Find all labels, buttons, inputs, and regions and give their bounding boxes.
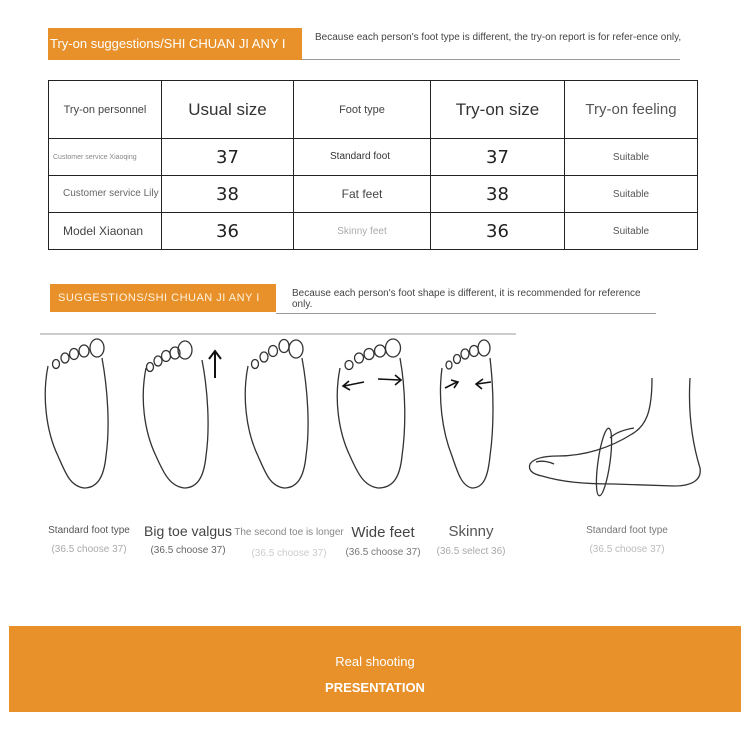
presentation-banner [9, 626, 741, 712]
feeling-cell: Suitable [565, 176, 698, 213]
column-header: Try-on size [431, 81, 565, 139]
table-row [49, 176, 698, 213]
tryon-size-cell: 38 [431, 176, 565, 213]
usual-size-cell: 37 [162, 139, 294, 176]
foot-label: Big toe valgus [144, 523, 232, 539]
foot-label: Standard foot type [48, 525, 130, 536]
table-row [49, 139, 698, 176]
standard-foot-icon [40, 336, 120, 496]
foot-caption [576, 525, 678, 555]
foot-size-choice: (36.5 choose 37) [150, 545, 226, 556]
tryon-size-cell: 37 [431, 139, 565, 176]
table-header-row [49, 81, 698, 139]
divider [302, 59, 680, 60]
section-header-suggestions: SUGGESTIONS/SHI CHUAN JI ANY I [50, 284, 276, 312]
foot-type-cell: Fat feet [294, 176, 431, 213]
long-second-toe-foot-icon [240, 336, 320, 496]
skinny-foot-icon [434, 336, 504, 496]
column-header: Try-on personnel [49, 81, 162, 139]
column-header: Foot type [294, 81, 431, 139]
tryon-table [48, 80, 698, 250]
wide-foot-icon [334, 336, 414, 496]
foot-label: The second toe is longer [234, 527, 344, 538]
usual-size-cell: 38 [162, 176, 294, 213]
personnel-cell: Customer service Lily [49, 176, 162, 213]
bunion-foot-icon [138, 336, 233, 496]
foot-caption [138, 523, 238, 556]
foot-label: Wide feet [351, 524, 415, 541]
foot-label: Skinny [448, 523, 494, 540]
foot-caption [40, 525, 138, 555]
foot-type-cell: Skinny feet [294, 213, 431, 250]
usual-size-cell: 36 [162, 213, 294, 250]
feeling-cell: Suitable [565, 213, 698, 250]
foot-label: Standard foot type [586, 525, 668, 536]
foot-caption [234, 527, 344, 559]
banner-subtitle: Real shooting [335, 654, 415, 669]
feeling-cell: Suitable [565, 139, 698, 176]
side-view-foot-icon [524, 372, 704, 497]
personnel-cell: Model Xiaonan [49, 213, 162, 250]
foot-shape-disclaimer: Because each person's foot shape is different, it is recommended for reference only. [292, 288, 641, 310]
column-header: Usual size [162, 81, 294, 139]
section-header-tryon: Try-on suggestions/SHI CHUAN JI ANY I [48, 28, 302, 60]
divider [276, 313, 656, 314]
foot-caption [430, 523, 512, 557]
table-row [49, 213, 698, 250]
foot-size-choice: (36.5 choose 37) [51, 544, 127, 555]
foot-size-choice: (36.5 choose 37) [345, 547, 421, 558]
tryon-disclaimer: Because each person's foot type is different, the try-on report is for refer-ence only, [315, 32, 682, 43]
foot-size-choice: (36.5 choose 37) [251, 548, 327, 559]
foot-type-cell: Standard foot [294, 139, 431, 176]
column-header: Try-on feeling [565, 81, 698, 139]
banner-title: PRESENTATION [325, 680, 425, 695]
tryon-size-cell: 36 [431, 213, 565, 250]
divider [40, 333, 516, 335]
personnel-cell: Customer service Xiaoqing [49, 139, 162, 176]
foot-size-choice: (36.5 choose 37) [589, 544, 665, 555]
foot-caption [330, 524, 436, 558]
foot-size-choice: (36.5 select 36) [436, 546, 506, 557]
